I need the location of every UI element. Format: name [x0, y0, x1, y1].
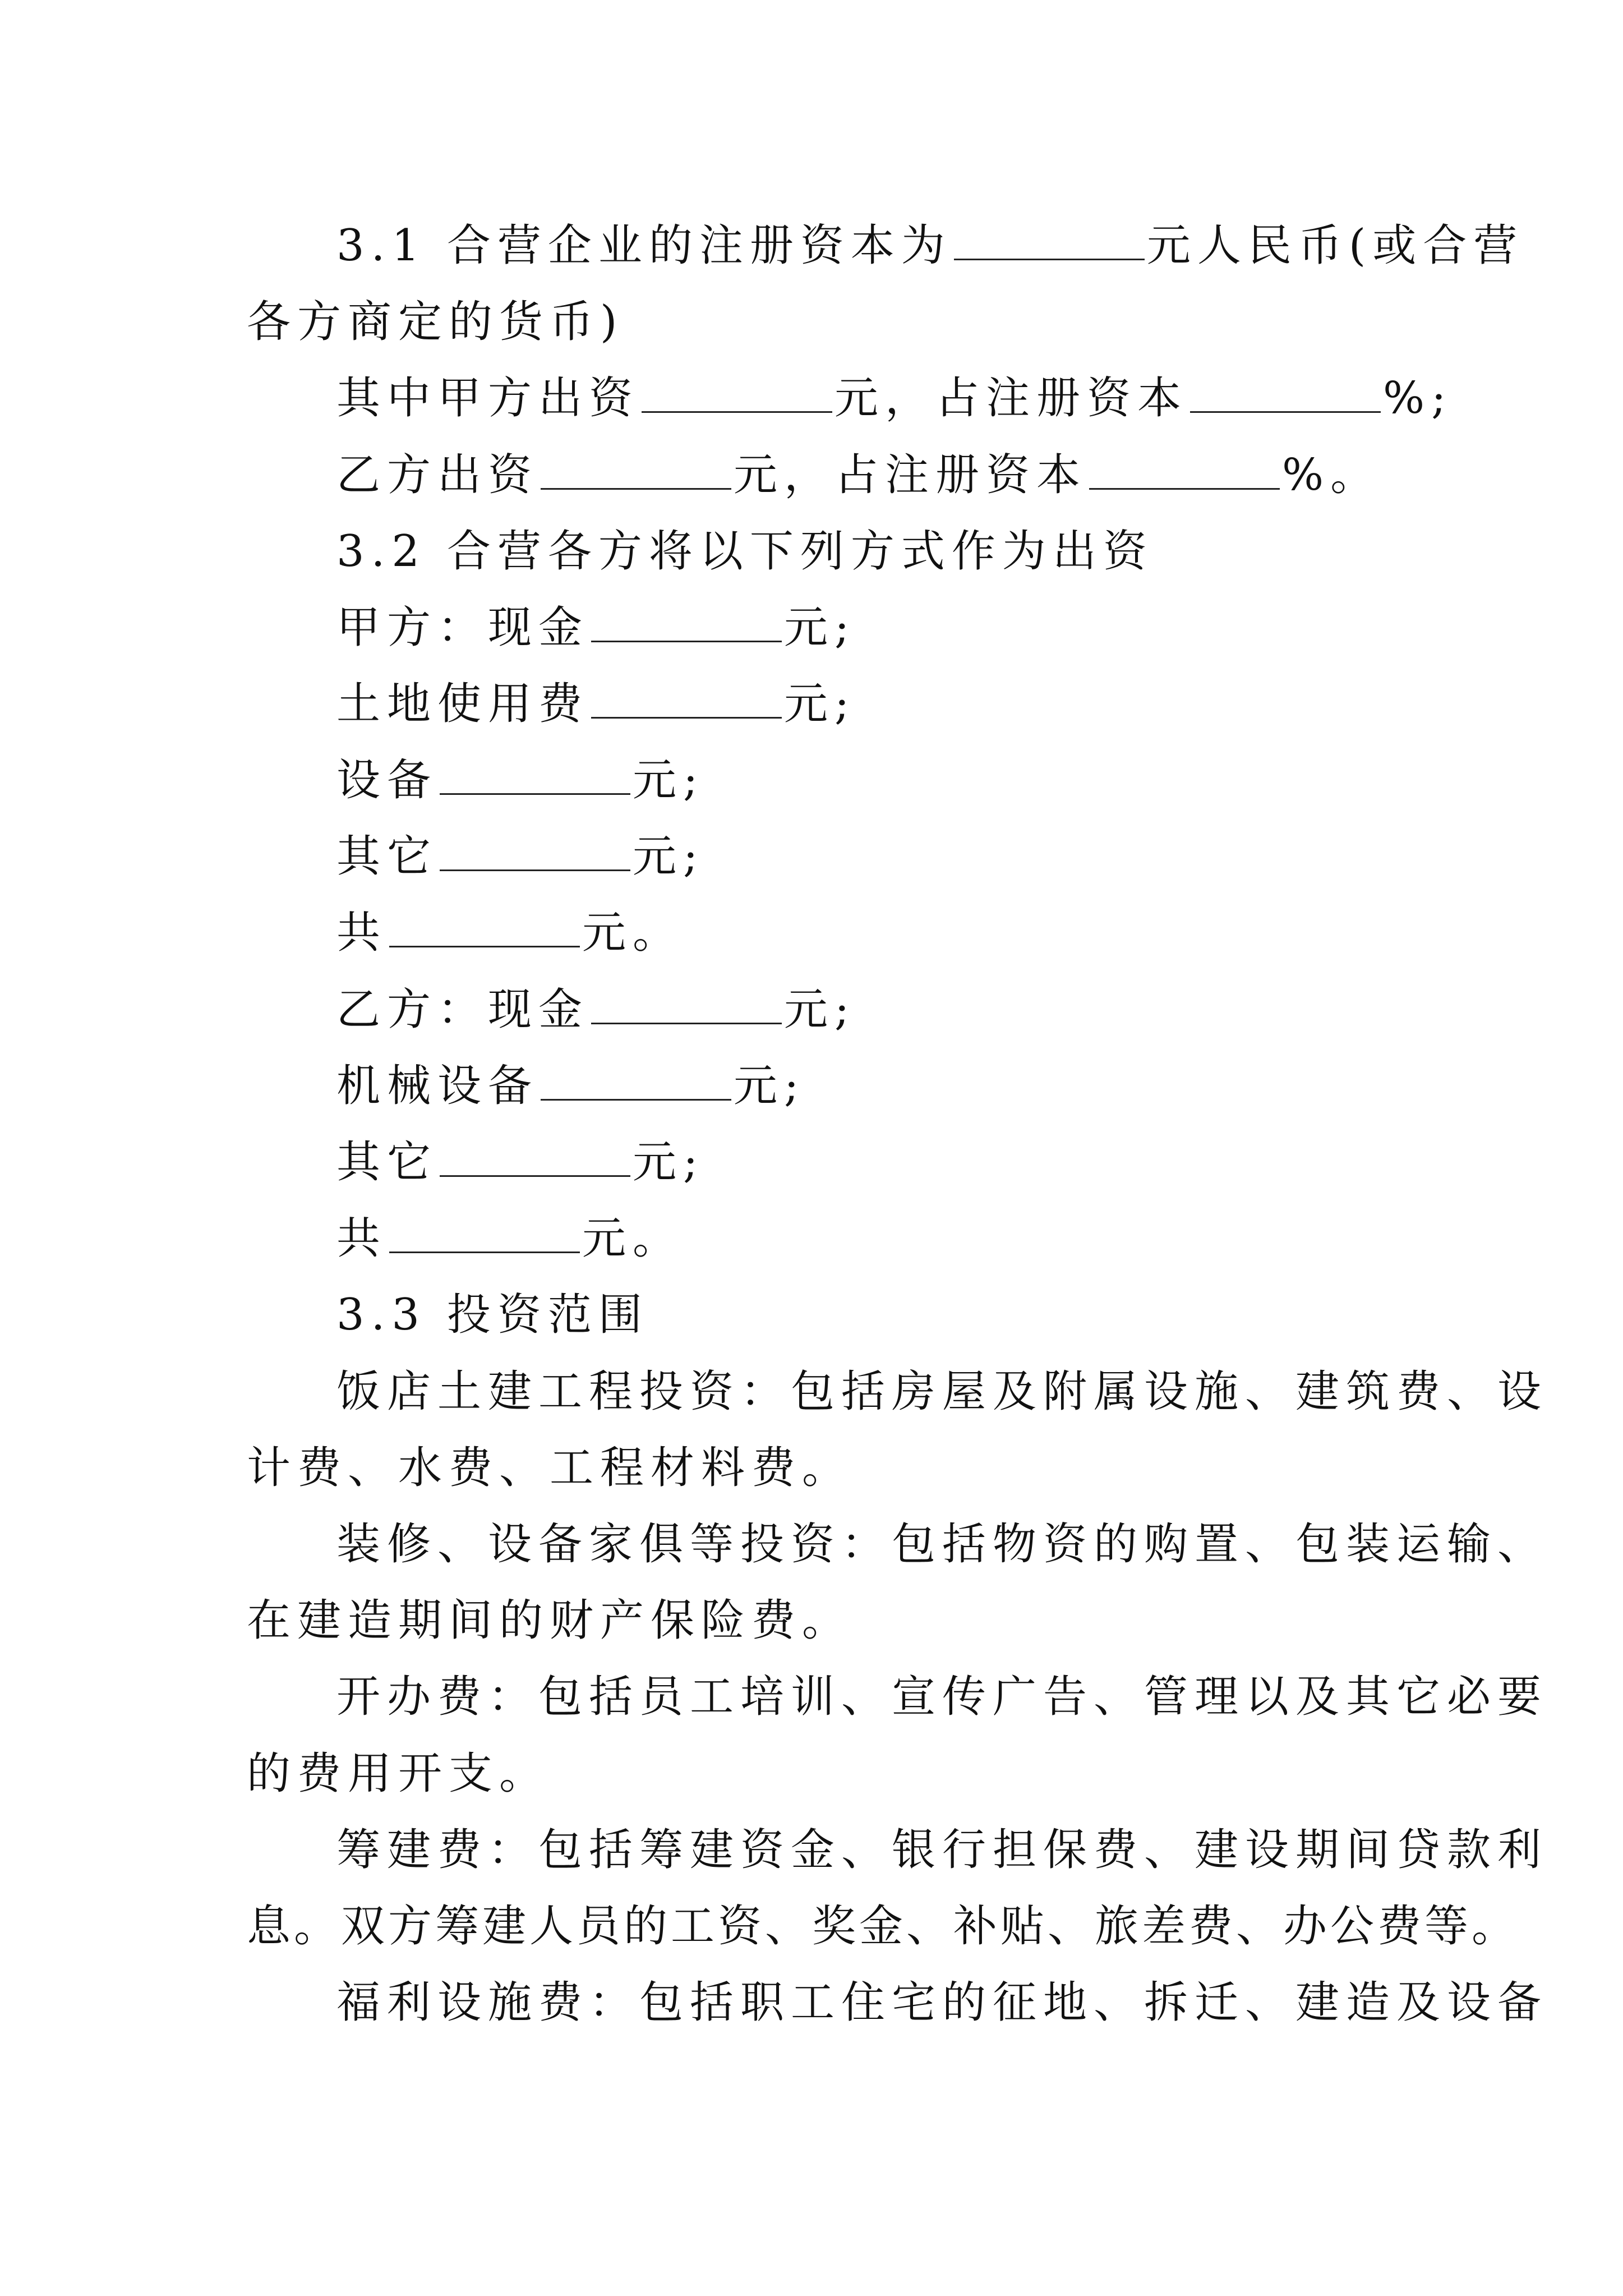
fill-blank[interactable]: [642, 378, 832, 413]
line-text: 福利设施费：包括职工住宅的征地、拆迁、建造及设备: [336, 1977, 1548, 2028]
list-item: [336, 829, 704, 885]
line-text: 元;: [784, 602, 856, 653]
paragraph-line: [247, 1440, 852, 1496]
fill-blank[interactable]: [389, 1218, 580, 1253]
paragraph-line: [336, 1975, 1548, 2031]
fill-blank[interactable]: [954, 225, 1145, 260]
paragraph-line: [336, 1364, 1548, 1420]
line-text: 在建造期间的财产保险费。: [247, 1595, 853, 1646]
line-text: 甲方：现金: [336, 602, 589, 653]
fill-blank[interactable]: [541, 454, 731, 490]
fill-blank[interactable]: [440, 836, 630, 871]
list-item: [336, 752, 704, 808]
line-text: 元。: [582, 1213, 684, 1264]
line-text: 设备: [336, 755, 438, 806]
line-text: 饭店土建工程投资：包括房屋及附属设施、建筑费、设: [336, 1366, 1548, 1417]
paragraph-line: [336, 370, 1453, 426]
line-text: %;: [1383, 373, 1453, 424]
fill-blank[interactable]: [591, 607, 782, 642]
fill-blank[interactable]: [440, 1142, 630, 1177]
list-item: [336, 905, 683, 961]
paragraph-line: [336, 218, 1524, 274]
line-text: 乙方：现金: [336, 984, 589, 1035]
line-text: 3.2 合营各方将以下列方式作为出资: [336, 526, 1154, 577]
section-heading: [336, 523, 1154, 579]
line-text: 3.3 投资范围: [336, 1290, 649, 1340]
line-text: 元;: [784, 984, 856, 1035]
line-text: 元;: [734, 1061, 806, 1111]
paragraph-line: [336, 1822, 1548, 1878]
fill-blank[interactable]: [591, 683, 782, 719]
fill-blank[interactable]: [541, 1065, 731, 1101]
list-item: [336, 1134, 704, 1190]
line-text: 装修、设备家俱等投资：包括物资的购置、包装运输、: [336, 1519, 1548, 1570]
list-item: [336, 982, 856, 1038]
line-text: 元;: [633, 755, 705, 806]
line-text: 共: [336, 1213, 388, 1264]
line-text: 元人民币(或合营: [1146, 220, 1524, 271]
fill-blank[interactable]: [1089, 454, 1280, 490]
paragraph-line: [336, 447, 1381, 503]
line-text: 息。双方筹建人员的工资、奖金、补贴、旅差费、办公费等。: [247, 1901, 1519, 1952]
line-text: %。: [1282, 450, 1381, 500]
line-text: 筹建费：包括筹建资金、银行担保费、建设期间贷款利: [336, 1825, 1548, 1875]
line-text: 乙方出资: [336, 450, 539, 500]
paragraph-line: [247, 1898, 1519, 1954]
line-text: 机械设备: [336, 1061, 539, 1111]
line-text: 各方商定的货币): [247, 297, 624, 347]
fill-blank[interactable]: [440, 760, 630, 795]
paragraph-line: [247, 294, 624, 350]
line-text: 元;: [633, 831, 705, 882]
line-text: 的费用开支。: [247, 1749, 550, 1799]
paragraph-line: [247, 1746, 550, 1802]
paragraph-line: [336, 1669, 1548, 1725]
fill-blank[interactable]: [591, 989, 782, 1024]
line-text: 其它: [336, 1137, 438, 1188]
paragraph-line: [336, 1516, 1548, 1572]
line-text: 元，占注册资本: [734, 450, 1087, 500]
line-text: 3.1 合营企业的注册资本为: [336, 220, 952, 271]
paragraph-line: [247, 1593, 852, 1649]
line-text: 土地使用费: [336, 679, 589, 729]
line-text: 元;: [784, 679, 856, 729]
fill-blank[interactable]: [1190, 378, 1381, 413]
list-item: [336, 600, 856, 656]
line-text: 开办费：包括员工培训、宣传广告、管理以及其它必要: [336, 1672, 1548, 1722]
list-item: [336, 1211, 683, 1267]
line-text: 计费、水费、工程材料费。: [247, 1443, 853, 1493]
line-text: 其它: [336, 831, 438, 882]
fill-blank[interactable]: [389, 912, 580, 947]
line-text: 元;: [633, 1137, 705, 1188]
section-heading: [336, 1287, 649, 1343]
line-text: 共: [336, 908, 388, 958]
line-text: 元，占注册资本: [834, 373, 1188, 424]
line-text: 元。: [582, 908, 684, 958]
list-item: [336, 676, 856, 732]
list-item: [336, 1058, 805, 1114]
line-text: 其中甲方出资: [336, 373, 640, 424]
